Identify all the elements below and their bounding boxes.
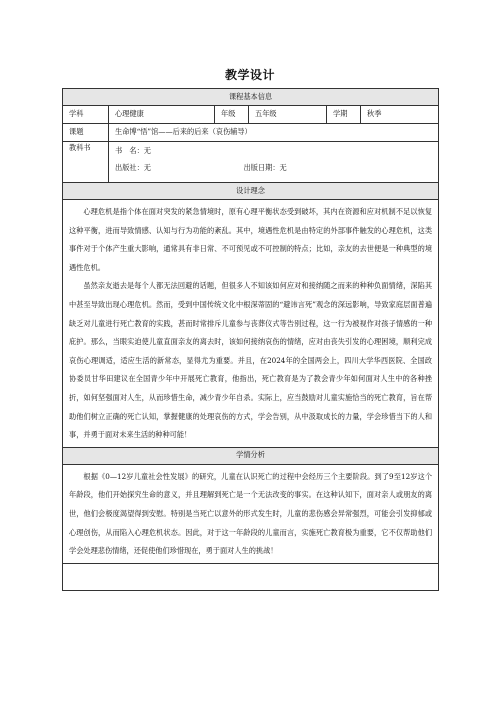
empty-cell: [63, 563, 439, 590]
textbook-info: [109, 142, 439, 183]
design-concept-header: 设计理念: [63, 183, 439, 200]
grade-label: 年级: [215, 106, 249, 124]
book-title-value: 无: [143, 146, 151, 155]
publisher-label: 出版社：: [115, 163, 144, 172]
page-title: 教学设计: [224, 68, 275, 82]
learner-analysis-body-row: [63, 464, 439, 563]
textbook-row: [63, 142, 439, 183]
topic-value: 生命博“悟”馆——后来的后来（哀伤辅导）: [109, 124, 439, 142]
publisher-value: 无: [143, 163, 151, 172]
learner-analysis-body: [63, 464, 439, 563]
basic-info-header: 课程基本信息: [63, 89, 439, 106]
lesson-plan-table: [62, 88, 439, 591]
learner-analysis-header-row: [63, 447, 439, 464]
topic-label: 课题: [63, 124, 109, 142]
subject-row: [63, 106, 439, 124]
learner-analysis-header: 学情分析: [63, 447, 439, 464]
design-concept-paragraph-2: 虽然亲友逝去是每个人都无法回避的话题，但很多人不知该如何应对和接纳随之而来的种种负面情绪，深陷其中甚至导致出现心理危机。然而，受到中国传统文化中根深蒂固的“避讳言死”观念的深远影响，导致家庭层面普遍缺乏对儿童进行死亡教育的实践，甚而时常排斥儿童参与丧葬仪式等告别过程，这一行为被视作对孩子情感的一种庇护。那么，当眼实迫使儿童直面亲友的离去时，该如何接纳哀伤的情绪，应对由丧失引发的心理困境，顺利完成哀伤心理调适，适应生活的新常态，显得尤为重要。并且，在2024年的全国两会上，四川大学华西医院、全国政协委员甘华田建议在全国青少年中开展死亡教育，他指出，死亡教育是为了教会青少年如何面对人生中的各种挫折，如何坚强面对人生，从而珍惜生命，减少青少年自杀。实际上，应当鼓励对儿童实施恰当的死亡教育，旨在帮助他们树立正确的死亡认知，掌握健康的处理哀伤的方式，学会告别，从中汲取成长的力量，学会珍惜当下的人和事，并勇于面对未来生活的种种可能！: [69, 281, 433, 440]
design-concept-paragraph-1: 心理危机是指个体在面对突发的紧急情境时，原有心理平衡状态受到破坏，其内在资源和应对机制不足以恢复这种平衡，进而导致情感、认知与行为功能的紊乱。其中，境遇性危机是由特定的外部事件触发的心理危机，这类事件对于个体产生重大影响，通常具有非日常、不可预见或不可控制的特点；比如，亲友的去世便是一种典型的境遇性危机。: [69, 207, 433, 272]
grade-value: 五年级: [249, 106, 327, 124]
design-concept-body-row: [63, 200, 439, 448]
term-label: 学期: [327, 106, 361, 124]
topic-row: [63, 124, 439, 142]
subject-label: 学科: [63, 106, 109, 124]
textbook-label: 教科书: [63, 142, 109, 183]
basic-info-header-row: [63, 89, 439, 106]
design-concept-header-row: [63, 183, 439, 200]
subject-value: 心理健康: [109, 106, 215, 124]
book-title-label: 书 名：: [115, 146, 144, 155]
book-title-line: [115, 142, 432, 159]
pubdate-label: 出版日期：: [243, 163, 280, 172]
term-value: 秋季: [361, 106, 439, 124]
learner-analysis-paragraph-1: 根据《0—12岁儿童社会性发展》的研究，儿童在认识死亡的过程中会经历三个主要阶段。到了9至12岁这个年龄段，他们开始探究生命的意义，并且理解到死亡是一个无法改变的事实。在这种认知下，面对亲人或朋友的离世，他们会极度渴望得到安慰。特别是当死亡以意外的形式发生时，儿童的悲伤感会异常强烈，可能会引发抑郁或心理创伤，从而陷入心理危机状态。因此，对于这一年龄段的儿童而言，实施死亡教育极为重要，它不仅帮助他们学会处理悲伤情绪，还促使他们珍惜现在，勇于面对人生的挑战！: [69, 471, 433, 556]
pubdate-value: 无: [279, 163, 287, 172]
table-bottom-spacer: [63, 563, 439, 590]
design-concept-body: [63, 200, 439, 448]
publisher-line: [115, 159, 432, 176]
